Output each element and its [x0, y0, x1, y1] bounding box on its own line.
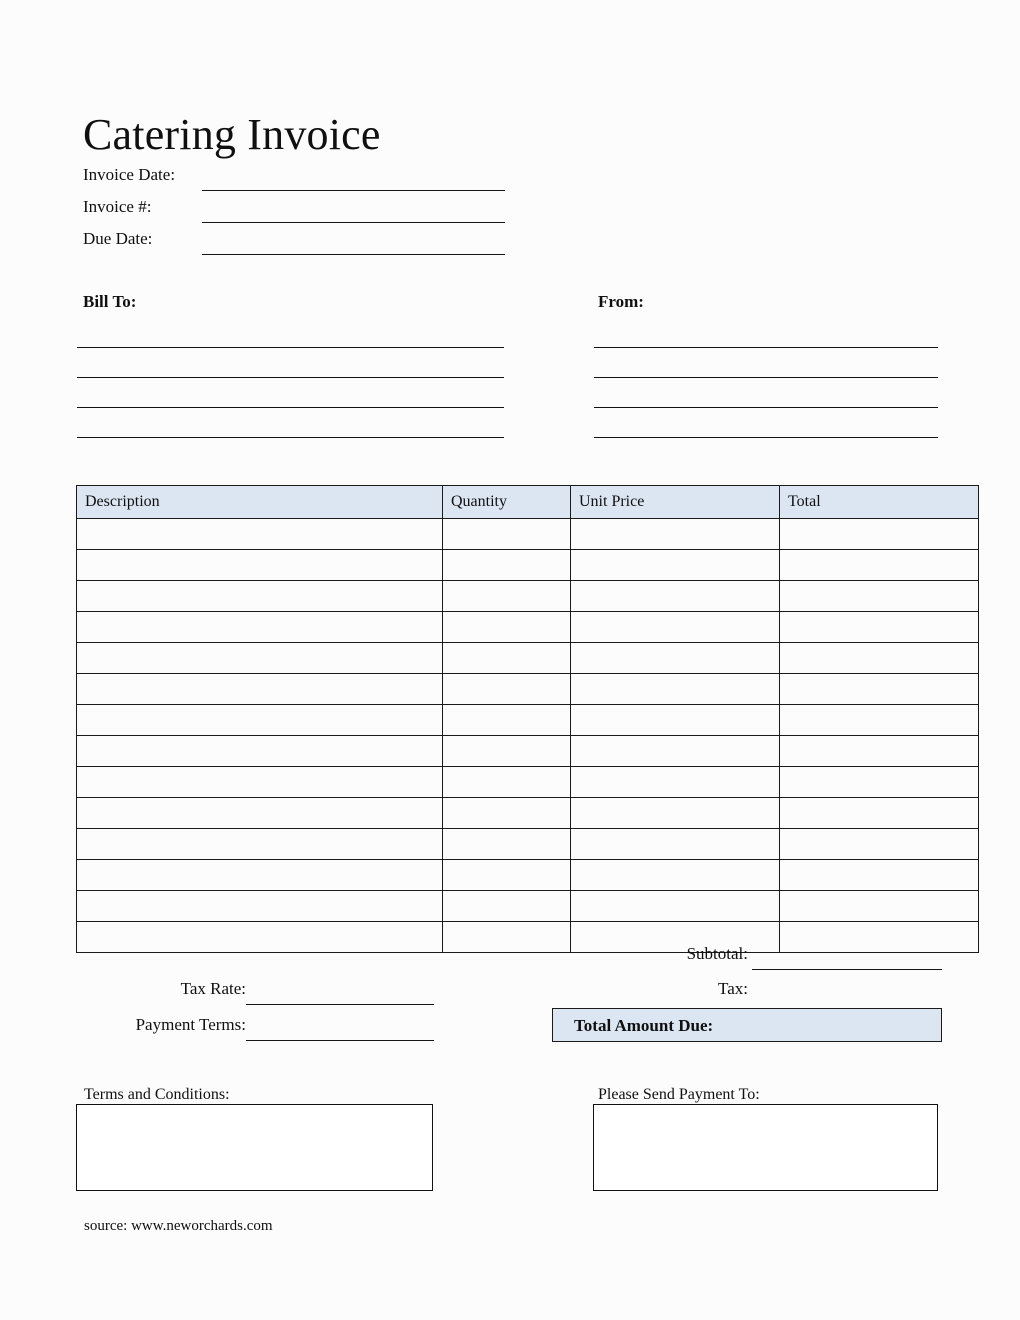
cell-quantity[interactable]: [443, 891, 571, 922]
from-line-1[interactable]: [594, 347, 938, 348]
invoice-date-label: Invoice Date:: [83, 165, 176, 184]
invoice-number-label: Invoice #:: [83, 197, 152, 216]
cell-quantity[interactable]: [443, 519, 571, 550]
cell-description[interactable]: [77, 550, 443, 581]
invoice-date-input[interactable]: [202, 190, 505, 191]
cell-description[interactable]: [77, 705, 443, 736]
cell-description[interactable]: [77, 736, 443, 767]
terms-and-conditions-input[interactable]: [76, 1104, 433, 1191]
table-row: [77, 829, 979, 860]
cell-unit-price[interactable]: [571, 705, 780, 736]
cell-description[interactable]: [77, 922, 443, 953]
field-tax[interactable]: [560, 978, 942, 1008]
line-items-table: [76, 485, 979, 953]
cell-description[interactable]: [77, 643, 443, 674]
cell-total[interactable]: [780, 767, 979, 798]
tax-rate-label: Tax Rate:: [180, 979, 246, 998]
cell-total[interactable]: [780, 736, 979, 767]
bill-to-line-3[interactable]: [77, 407, 504, 408]
cell-unit-price[interactable]: [571, 860, 780, 891]
cell-quantity[interactable]: [443, 705, 571, 736]
field-subtotal[interactable]: [560, 943, 942, 973]
column-header-quantity: Quantity: [443, 486, 571, 519]
field-payment-terms[interactable]: [90, 1014, 434, 1044]
invoice-number-input[interactable]: [202, 222, 505, 223]
due-date-input[interactable]: [202, 254, 505, 255]
cell-total[interactable]: [780, 798, 979, 829]
cell-quantity[interactable]: [443, 736, 571, 767]
table-row: [77, 767, 979, 798]
cell-total[interactable]: [780, 891, 979, 922]
remit-to-heading: Please Send Payment To:: [598, 1086, 760, 1103]
tax-rate-input[interactable]: [246, 1004, 434, 1005]
column-header-unit-price: Unit Price: [571, 486, 780, 519]
cell-total[interactable]: [780, 643, 979, 674]
cell-description[interactable]: [77, 612, 443, 643]
cell-quantity[interactable]: [443, 798, 571, 829]
payment-terms-input[interactable]: [246, 1040, 434, 1041]
payment-terms-label: Payment Terms:: [135, 1015, 246, 1034]
cell-unit-price[interactable]: [571, 643, 780, 674]
cell-quantity[interactable]: [443, 767, 571, 798]
column-header-description: Description: [77, 486, 443, 519]
tax-label: Tax:: [718, 979, 748, 998]
cell-total[interactable]: [780, 705, 979, 736]
cell-description[interactable]: [77, 674, 443, 705]
cell-description[interactable]: [77, 581, 443, 612]
field-invoice-number[interactable]: [83, 196, 508, 227]
cell-quantity[interactable]: [443, 550, 571, 581]
cell-total[interactable]: [780, 519, 979, 550]
table-row: [77, 519, 979, 550]
field-invoice-date[interactable]: [83, 164, 508, 195]
due-date-label: Due Date:: [83, 229, 153, 248]
cell-unit-price[interactable]: [571, 891, 780, 922]
cell-quantity[interactable]: [443, 612, 571, 643]
table-row: [77, 798, 979, 829]
cell-unit-price[interactable]: [571, 767, 780, 798]
cell-unit-price[interactable]: [571, 581, 780, 612]
remit-to-input[interactable]: [593, 1104, 938, 1191]
cell-unit-price[interactable]: [571, 798, 780, 829]
cell-unit-price[interactable]: [571, 519, 780, 550]
table-row: [77, 581, 979, 612]
cell-description[interactable]: [77, 891, 443, 922]
total-amount-due-label: Total Amount Due:: [574, 1016, 714, 1035]
cell-unit-price[interactable]: [571, 550, 780, 581]
cell-unit-price[interactable]: [571, 674, 780, 705]
cell-description[interactable]: [77, 798, 443, 829]
cell-description[interactable]: [77, 829, 443, 860]
cell-quantity[interactable]: [443, 922, 571, 953]
cell-unit-price[interactable]: [571, 612, 780, 643]
table-row: [77, 612, 979, 643]
table-row: [77, 705, 979, 736]
cell-quantity[interactable]: [443, 581, 571, 612]
subtotal-value[interactable]: [752, 969, 942, 970]
table-row: [77, 736, 979, 767]
cell-description[interactable]: [77, 860, 443, 891]
page-title: Catering Invoice: [83, 110, 381, 160]
cell-description[interactable]: [77, 519, 443, 550]
bill-to-heading: Bill To:: [83, 292, 137, 311]
table-row: [77, 860, 979, 891]
from-heading: From:: [598, 292, 644, 311]
terms-and-conditions-heading: Terms and Conditions:: [84, 1086, 230, 1103]
line-items-body: [77, 519, 979, 953]
cell-total[interactable]: [780, 581, 979, 612]
cell-total[interactable]: [780, 829, 979, 860]
table-row: [77, 643, 979, 674]
field-due-date[interactable]: [83, 228, 508, 259]
source-note: source: www.neworchards.com: [84, 1218, 273, 1234]
cell-total[interactable]: [780, 612, 979, 643]
cell-quantity[interactable]: [443, 643, 571, 674]
subtotal-label: Subtotal:: [686, 944, 748, 963]
cell-total[interactable]: [780, 860, 979, 891]
cell-description[interactable]: [77, 767, 443, 798]
table-row: [77, 891, 979, 922]
from-line-3[interactable]: [594, 407, 938, 408]
column-header-total: Total: [780, 486, 979, 519]
cell-total[interactable]: [780, 550, 979, 581]
cell-unit-price[interactable]: [571, 829, 780, 860]
bill-to-line-1[interactable]: [77, 347, 504, 348]
total-amount-due-box[interactable]: [552, 1008, 942, 1042]
field-tax-rate[interactable]: [90, 978, 434, 1008]
table-row: [77, 550, 979, 581]
cell-quantity[interactable]: [443, 860, 571, 891]
from-line-2[interactable]: [594, 377, 938, 378]
table-row: [77, 674, 979, 705]
cell-quantity[interactable]: [443, 829, 571, 860]
cell-quantity[interactable]: [443, 674, 571, 705]
cell-total[interactable]: [780, 674, 979, 705]
from-line-4[interactable]: [594, 437, 938, 438]
table-header-row: [77, 486, 979, 519]
cell-unit-price[interactable]: [571, 736, 780, 767]
bill-to-line-4[interactable]: [77, 437, 504, 438]
bill-to-line-2[interactable]: [77, 377, 504, 378]
